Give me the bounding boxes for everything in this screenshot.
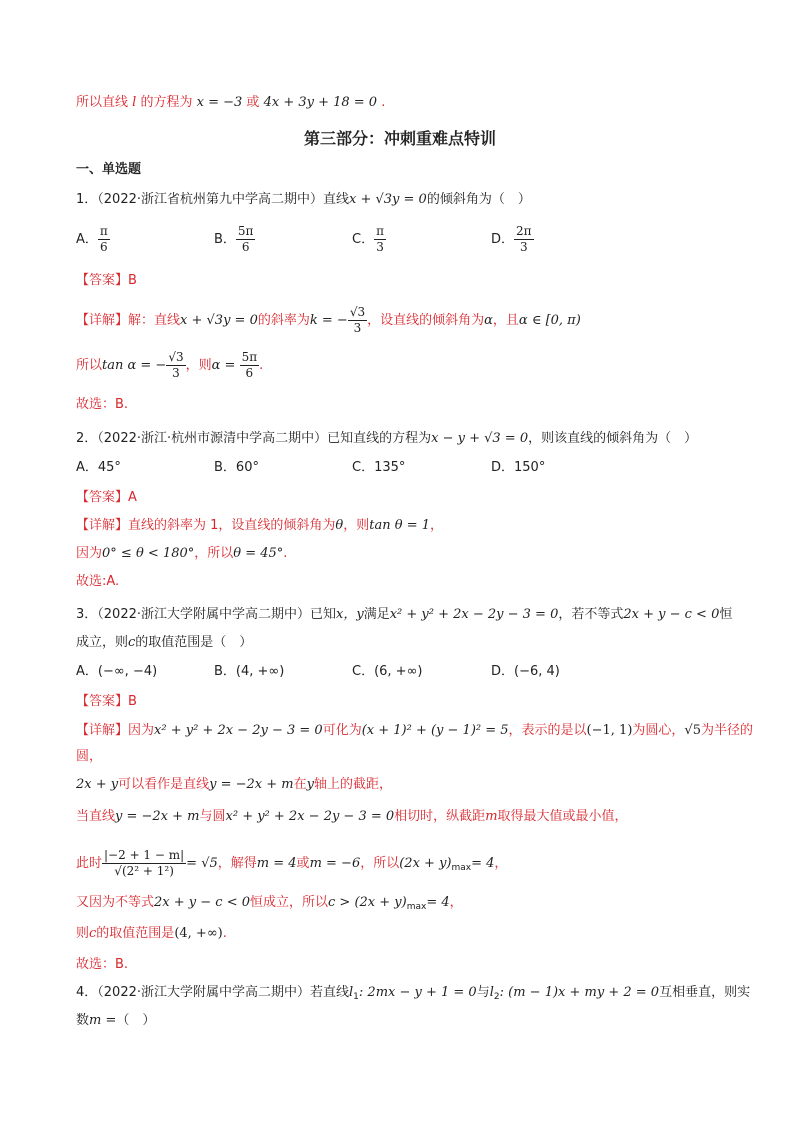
q3-option-d: D．(−6, 4)	[491, 664, 560, 679]
q2-choose: 故选:A.	[76, 574, 120, 589]
q2-detail-1: 【详解】直线的斜率为 1，设直线的倾斜角为θ，则tan θ = 1，	[76, 518, 444, 533]
q3-stem-2: 成立，则c的取值范围是（ ）	[76, 635, 253, 650]
q3-choose: 故选：B.	[76, 957, 129, 972]
section-heading: 一、单选题	[76, 162, 142, 177]
q1-option-c: C． $\frac{\pi}{3}$	[352, 224, 384, 254]
q3-detail-7: 则c的取值范围是(4, +∞).	[76, 926, 227, 941]
q2-stem: 2．（2022·浙江·杭州市源清中学高二期中）已知直线的方程为x − y + √3 = 0，则该直线的倾斜角为（ ）	[76, 431, 698, 446]
q3-detail-2: 圆，	[76, 749, 103, 764]
q3-option-c: C．(6, +∞)	[352, 664, 423, 679]
q3-detail-4: 当直线y = −2x + m与圆x² + y² + 2x − 2y − 3 = 0相切时，纵截距m取得最大值或最小值，	[76, 809, 628, 824]
q1-answer: 【答案】B	[76, 273, 137, 288]
q2-option-a: A．45°	[76, 460, 121, 475]
q1-option-d: D． $\frac{2\pi}{3}$	[491, 224, 532, 254]
q3-detail-5: 此时 $\frac{|-2 + 1 - m|}{\text{√(2² + 1²)}}$ = √5，解得m = 4或m = −6，所以$(2x + y)_{max}= 4$，	[76, 848, 508, 878]
q2-answer: 【答案】A	[76, 490, 137, 505]
q2-option-c: C．135°	[352, 460, 406, 475]
q2-detail-2: 因为0° ≤ θ < 180°，所以θ = 45°.	[76, 546, 288, 561]
q2-option-d: D．150°	[491, 460, 546, 475]
page-title: 第三部分：冲刺重难点特训	[303, 129, 496, 148]
q4-stem-1: 4．（2022·浙江大学附属中学高二期中）若直线$l_1$: 2mx − y + 1 = 0与$l_2$: (m − 1)x + my + 2 = 0互相垂直，则实	[76, 985, 751, 1002]
q2-option-b: B．60°	[214, 460, 259, 475]
q3-detail-6: 又因为不等式2x + y − c < 0恒成立，所以$c > (2x + y)_{max}= 4$，	[76, 895, 463, 912]
q1-detail-2: 所以tan α = − $\frac{√3}{3}$ ，则α = $\frac{5\pi}{6}$ .	[76, 350, 264, 380]
q1-stem: 1．（2022·浙江省杭州第九中学高二期中）直线x + √3y = 0的倾斜角为（ ）	[76, 192, 531, 207]
q1-option-b: B． $\frac{5\pi}{6}$	[214, 224, 254, 254]
q1-option-a: A． $\frac{\pi}{6}$	[76, 224, 108, 254]
q3-option-b: B．(4, +∞)	[214, 664, 285, 679]
q3-answer: 【答案】B	[76, 694, 137, 709]
q3-detail-3: 2x + y可以看作是直线y = −2x + m在y轴上的截距，	[76, 777, 392, 792]
intro-line: 所以直线 l 的方程为 x = −3 或 4x + 3y + 18 = 0 .	[76, 95, 386, 110]
q3-stem-1: 3．（2022·浙江大学附属中学高二期中）已知x，y满足x² + y² + 2x − 2y − 3 = 0，若不等式2x + y − c < 0恒	[76, 607, 733, 622]
q3-detail-1: 【详解】因为x² + y² + 2x − 2y − 3 = 0可化为(x + 1)² + (y − 1)² = 5，表示的是以(−1, 1)为圆心，√5为半径的	[76, 723, 753, 738]
q1-detail-1: 【详解】解：直线x + √3y = 0的斜率为k = − $\frac{√3}{3}$ ，设直线的倾斜角为α，且α ∈ [0, π)	[76, 305, 581, 335]
q4-stem-2: 数m =（ ）	[76, 1013, 156, 1028]
q3-option-a: A．(−∞, −4)	[76, 664, 158, 679]
q1-choose: 故选：B.	[76, 397, 129, 412]
